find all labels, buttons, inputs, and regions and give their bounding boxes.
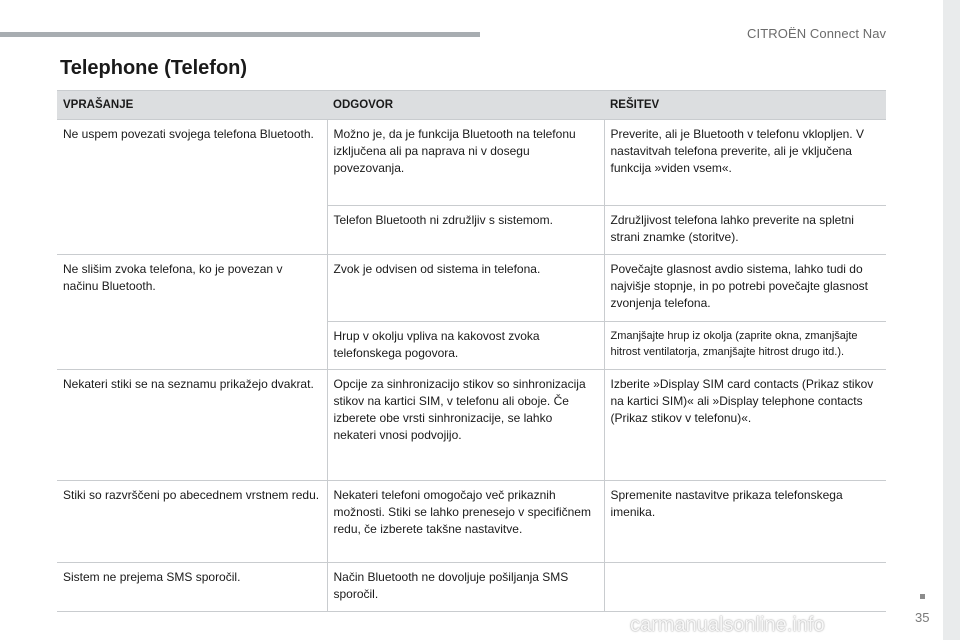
question-cell: Ne slišim zvoka telefona, ko je povezan v načinu Bluetooth.: [57, 255, 327, 370]
header-rule: [0, 32, 480, 37]
solution-cell: Zmanjšajte hrup iz okolja (zaprite okna, zmanjšajte hitrost ventilatorja, zmanjšajte hitrost drugo itd.).: [604, 322, 886, 370]
page-title: Telephone (Telefon): [60, 57, 248, 79]
troubleshooting-table: [57, 90, 886, 612]
table-row: [57, 563, 886, 612]
answer-cell: Telefon Bluetooth ni združljiv s sistemom.: [327, 206, 604, 255]
column-header-answer: ODGOVOR: [327, 91, 604, 120]
column-header-question: VPRAŠANJE: [57, 91, 327, 120]
solution-cell: Izberite »Display SIM card contacts (Prikaz stikov na kartici SIM)« ali »Display telephone contacts (Prikaz stikov v telefonu)«.: [604, 370, 886, 481]
column-header-solution: REŠITEV: [604, 91, 886, 120]
solution-cell: Povečajte glasnost avdio sistema, lahko tudi do najvišje stopnje, in po potrebi povečajte glasnost zvonjenja telefona.: [604, 255, 886, 322]
table-row: [57, 120, 886, 206]
table-row: [57, 370, 886, 481]
question-cell: Ne uspem povezati svojega telefona Bluetooth.: [57, 120, 327, 255]
answer-cell: Opcije za sinhronizacijo stikov so sinhronizacija stikov na kartici SIM, v telefonu ali oboje. Če izberete obe vrsti sinhronizacije, se lahko nekateri vnosi podvojijo.: [327, 370, 604, 481]
solution-cell: Spremenite nastavitve prikaza telefonskega imenika.: [604, 481, 886, 563]
solution-cell: Preverite, ali je Bluetooth v telefonu vklopljen. V nastavitvah telefona preverite, ali je vključena funkcija »viden vsem«.: [604, 120, 886, 206]
answer-cell: Način Bluetooth ne dovoljuje pošiljanja SMS sporočil.: [327, 563, 604, 612]
table-header-row: [57, 91, 886, 120]
answer-cell: Zvok je odvisen od sistema in telefona.: [327, 255, 604, 322]
solution-cell: Združljivost telefona lahko preverite na spletni strani znamke (storitve).: [604, 206, 886, 255]
answer-cell: Nekateri telefoni omogočajo več prikaznih možnosti. Stiki se lahko prenesejo v specifičnem redu, če izberete takšne nastavitve.: [327, 481, 604, 563]
table-row: [57, 255, 886, 322]
question-cell: Nekateri stiki se na seznamu prikažejo dvakrat.: [57, 370, 327, 481]
page-number: 35: [915, 610, 930, 625]
side-margin-bar: [943, 0, 960, 640]
table-row: [57, 481, 886, 563]
answer-cell: Možno je, da je funkcija Bluetooth na telefonu izključena ali pa naprava ni v dosegu povezovanja.: [327, 120, 604, 206]
brand-label: CITROËN Connect Nav: [747, 26, 887, 41]
question-cell: Sistem ne prejema SMS sporočil.: [57, 563, 327, 612]
watermark: carmanualsonline.info: [630, 614, 825, 636]
page-marker-dot: [920, 594, 925, 599]
solution-cell: [604, 563, 886, 612]
question-cell: Stiki so razvrščeni po abecednem vrstnem redu.: [57, 481, 327, 563]
answer-cell: Hrup v okolju vpliva na kakovost zvoka telefonskega pogovora.: [327, 322, 604, 370]
